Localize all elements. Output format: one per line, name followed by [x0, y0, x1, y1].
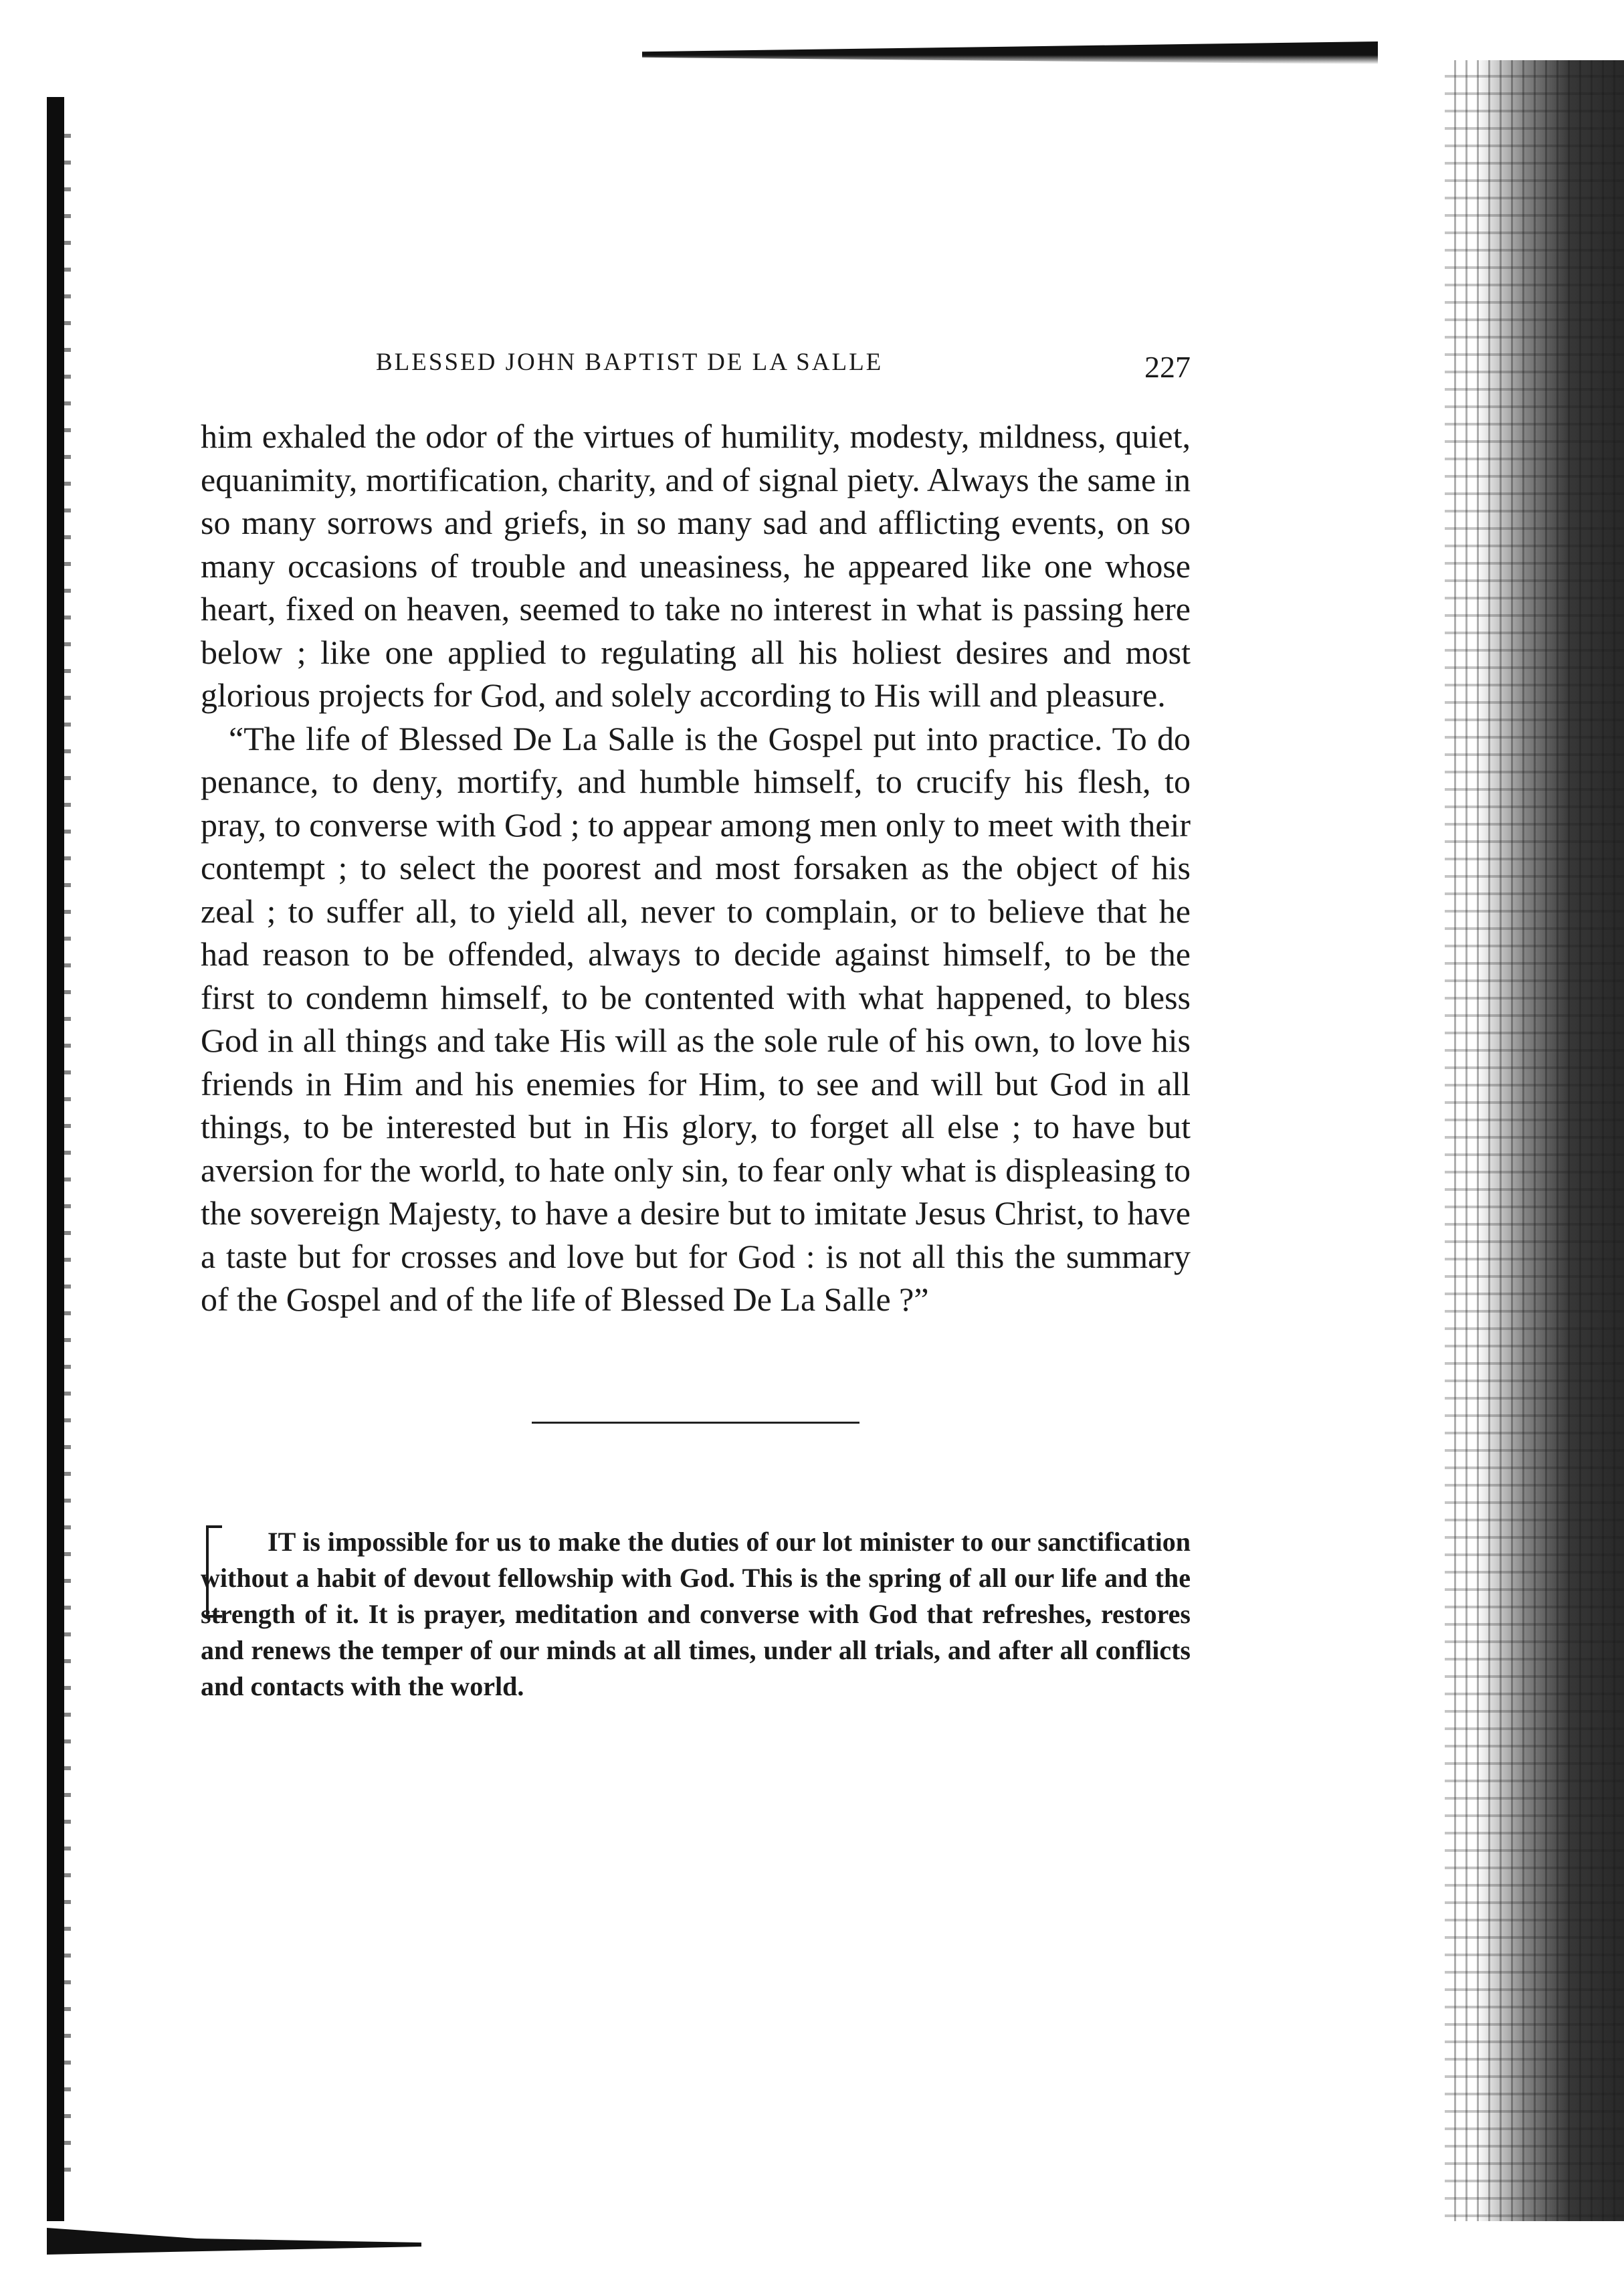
top-scan-bar	[642, 41, 1378, 64]
paragraph-1: him exhaled the odor of the virtues of humility, modesty, mildness, quiet, equanimity, mortification, charity, and of signal piety. Always the same in so many sorrows and griefs, in so many sad and afflicting events, on so many occasions of trouble and uneasiness, he appeared like one whose heart, fixed on heaven, seemed to take no interest in what is passing here below ; like one applied to regulating all his holiest desires and most glorious projects for God, and solely according to His will and pleasure.	[201, 417, 1191, 714]
body-text	[201, 415, 1191, 1321]
page-header	[201, 348, 1191, 401]
paragraph-2: “The life of Blessed De La Salle is the Gospel put into practice. To do penance, to deny, mortify, and humble himself, to crucify his flesh, to pray, to converse with God ; to appear among men only to meet with their contempt ; to select the poorest and most forsaken as the object of his zeal ; to suffer all, to yield all, never to complain, or to believe that he had reason to be offended, always to decide against himself, to be the first to condemn himself, to be contented with what happened, to bless God in all things and take His will as the sole rule of his own, to love his friends in Him and his enemies for Him, to see and will but God in all things, to be interested but in His glory, to forget all else ; to have but aversion for the world, to hate only sin, to fear only what is displeasing to the sovereign Majesty, to have a desire but to imitate Jesus Christ, to have a taste but for crosses and love but for God : is not all this the summary of the Gospel and of the life of Blessed De La Salle ?”	[201, 719, 1191, 1318]
bottom-scan-bar	[47, 2228, 421, 2255]
page-number: 227	[1144, 350, 1191, 384]
left-scan-grain	[64, 134, 71, 2194]
section-divider	[532, 1422, 859, 1424]
drop-cap-bracket	[206, 1525, 222, 1618]
closing-quote	[201, 1524, 1191, 1705]
left-scan-edge	[47, 97, 64, 2221]
closing-quote-text: IT is impossible for us to make the duties of our lot minister to our sanctification without a habit of devout fellowship with God. This is the spring of all our life and the strength of it. It is prayer, meditation and converse with God that refreshes, restores and renews the temper of our minds at all times, under all trials, and after all conflicts and contacts with the world.	[201, 1526, 1191, 1701]
right-scan-edge	[1445, 60, 1624, 2221]
book-page	[201, 348, 1191, 1705]
running-head: BLESSED JOHN BAPTIST DE LA SALLE	[376, 349, 884, 376]
